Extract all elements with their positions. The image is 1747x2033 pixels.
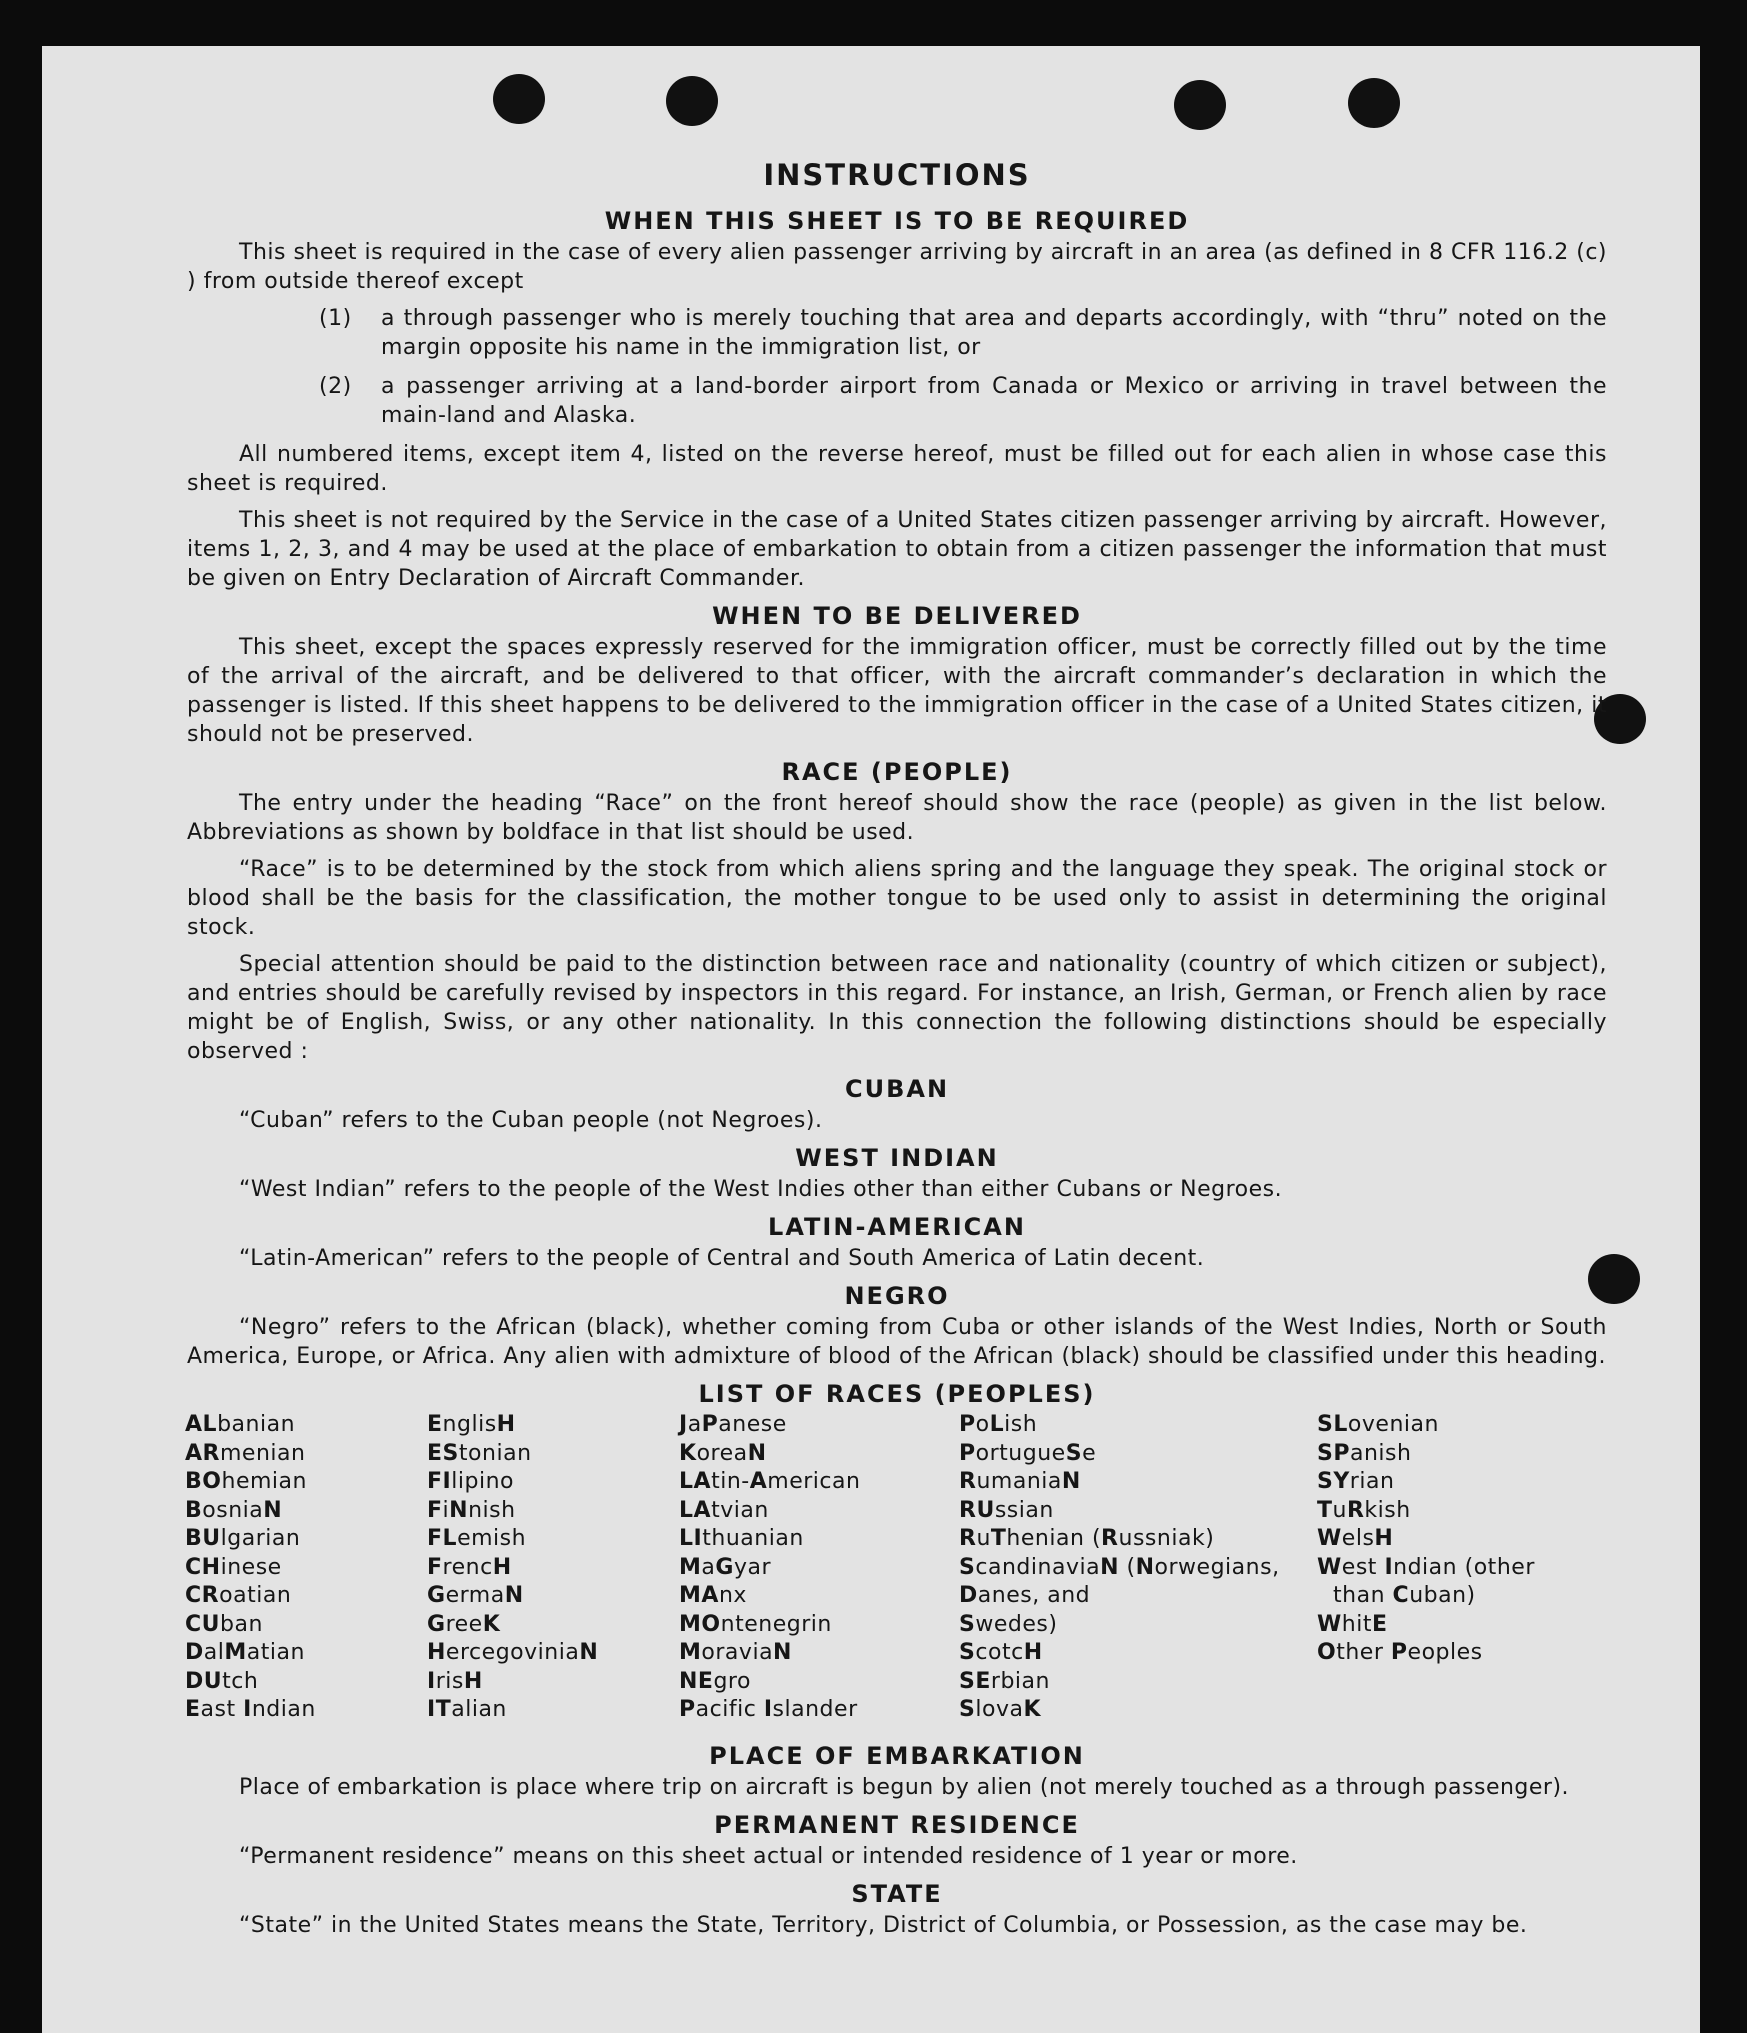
heading-list-of-races: LIST OF RACES (PEOPLES)	[698, 1380, 1096, 1408]
race-item: FIlipino	[427, 1469, 514, 1494]
heading-west-indian: WEST INDIAN	[795, 1144, 999, 1172]
race-item: CRoatian	[185, 1583, 292, 1608]
race-item: RuThenian (Russniak)	[959, 1526, 1215, 1551]
punch-hole	[1348, 78, 1400, 128]
race-column	[185, 1411, 316, 1725]
page-title: INSTRUCTIONS	[763, 158, 1031, 192]
race-column	[959, 1411, 1280, 1725]
race-item: LAtvian	[679, 1497, 769, 1523]
race-item: ALbanian	[185, 1412, 296, 1437]
race-item: ScotcH	[959, 1640, 1043, 1665]
race-item: FLemish	[427, 1526, 527, 1551]
race-item: PoLish	[959, 1412, 1038, 1437]
heading-cuban: CUBAN	[844, 1075, 950, 1103]
race-item: Swedes)	[959, 1611, 1058, 1637]
exception-text: a passenger arriving at a land-border airport from Canada or Mexico or arriving in travel between the main-land and Alaska.	[381, 374, 1607, 428]
race-paragraph: The entry under the heading “Race” on the front hereof should show the race (people) as given in the list below. Abbreviations as shown by boldface in that list should be used.	[187, 791, 1607, 845]
race-item: MaGyar	[679, 1554, 772, 1580]
race-column	[1317, 1411, 1535, 1668]
west-indian-paragraph: “West Indian” refers to the people of the West Indies other than either Cubans or Negroes.	[239, 1177, 1283, 1202]
race-item: than Cuban)	[1333, 1583, 1476, 1608]
race-item: RumaniaN	[959, 1469, 1081, 1494]
embarkation-paragraph: Place of embarkation is place where trip on aircraft is begun by alien (not merely touched as a through passenger).	[239, 1775, 1570, 1800]
race-item: ARmenian	[185, 1440, 306, 1466]
race-item: IrisH	[427, 1668, 483, 1694]
race-item: JaPanese	[679, 1412, 787, 1437]
race-item: DalMatian	[185, 1640, 305, 1665]
instructions-document	[187, 158, 1607, 1948]
race-item: Pacific Islander	[679, 1697, 858, 1722]
race-item: Danes, and	[959, 1583, 1091, 1608]
race-item: BOhemian	[185, 1469, 307, 1494]
race-item: Other Peoples	[1317, 1640, 1483, 1665]
race-item: HercegoviniaN	[427, 1640, 599, 1665]
exception-text: a through passenger who is merely touching that area and departs accordingly, with “thru” noted on the margin opposite his name in the immigration list, or	[381, 306, 1607, 360]
numbered-items-paragraph: All numbered items, except item 4, listed on the reverse hereof, must be filled out for each alien in whose case this sheet is required.	[187, 442, 1607, 496]
race-item: CUban	[185, 1611, 263, 1637]
race-item: BUlgarian	[185, 1526, 301, 1551]
heading-latin-american: LATIN-AMERICAN	[768, 1213, 1026, 1241]
cuban-paragraph: “Cuban” refers to the Cuban people (not Negroes).	[239, 1108, 823, 1133]
race-item: ITalian	[427, 1697, 507, 1722]
exception-item	[319, 372, 1607, 430]
delivered-paragraph: This sheet, except the spaces expressly reserved for the immigration officer, must be correctly filled out by the time of the arrival of the aircraft, and be delivered to that officer, with the aircraft commander’s declaration in which the passenger is listed. If this sheet happens to be delivered to the immigration officer in the case of a United States citizen, it should not be preserved.	[187, 635, 1607, 747]
race-item: EnglisH	[427, 1412, 516, 1437]
race-item: GreeK	[427, 1611, 501, 1637]
race-item: LAtin-American	[679, 1469, 861, 1494]
exception-number: (1)	[319, 306, 352, 331]
heading-state: STATE	[851, 1880, 943, 1908]
race-item: ScandinaviaN (Norwegians,	[959, 1554, 1280, 1580]
race-item: PortugueSe	[959, 1440, 1097, 1466]
punch-hole	[1174, 80, 1226, 130]
heading-place-of-embarkation: PLACE OF EMBARKATION	[709, 1742, 1085, 1770]
race-item: LIthuanian	[679, 1526, 804, 1551]
race-column	[679, 1411, 860, 1725]
heading-race: RACE (PEOPLE)	[781, 758, 1013, 786]
required-intro: This sheet is required in the case of every alien passenger arriving by aircraft in an area (as defined in 8 CFR 116.2 (c) ) from outside thereof except	[187, 240, 1607, 294]
race-item: SLovenian	[1317, 1412, 1439, 1437]
punch-hole	[493, 74, 545, 124]
race-item: NEgro	[679, 1668, 751, 1694]
punch-hole	[666, 76, 718, 126]
heading-permanent-residence: PERMANENT RESIDENCE	[714, 1811, 1080, 1839]
race-item: KoreaN	[679, 1440, 767, 1466]
race-item: MOntenegrin	[679, 1611, 832, 1637]
race-column	[427, 1411, 598, 1725]
citizen-paragraph: This sheet is not required by the Service in the case of a United States citizen passenger arriving by aircraft. However, items 1, 2, 3, and 4 may be used at the place of embarkation to obtain from a citizen passenger the information that must be given on Entry Declaration of Aircraft Commander.	[187, 508, 1607, 591]
race-item: SlovaK	[959, 1697, 1042, 1722]
state-paragraph: “State” in the United States means the State, Territory, District of Columbia, or Possession, as the case may be.	[239, 1913, 1528, 1938]
heading-negro: NEGRO	[844, 1282, 950, 1310]
race-item: SYrian	[1317, 1469, 1395, 1494]
race-paragraph: “Race” is to be determined by the stock from which aliens spring and the language they speak. The original stock or blood shall be the basis for the classification, the mother tongue to be used only to assist in determining the original stock.	[187, 857, 1607, 940]
race-item: CHinese	[185, 1554, 282, 1580]
race-list	[187, 1411, 1607, 1737]
race-item: GermaN	[427, 1583, 524, 1608]
race-item: SPanish	[1317, 1440, 1412, 1466]
heading-when-required: WHEN THIS SHEET IS TO BE REQUIRED	[604, 207, 1190, 235]
exception-item	[319, 304, 1607, 362]
race-item: East Indian	[185, 1697, 316, 1722]
residence-paragraph: “Permanent residence” means on this sheet actual or intended residence of 1 year or more.	[239, 1844, 1298, 1869]
exception-number: (2)	[319, 374, 352, 399]
race-item: BosniaN	[185, 1497, 283, 1523]
race-item: West Indian (other	[1317, 1554, 1535, 1580]
latin-american-paragraph: “Latin-American” refers to the people of Central and South America of Latin decent.	[239, 1246, 1205, 1271]
race-item: EStonian	[427, 1440, 532, 1466]
race-item: RUssian	[959, 1497, 1054, 1523]
heading-when-delivered: WHEN TO BE DELIVERED	[712, 602, 1082, 630]
race-item: MoraviaN	[679, 1640, 792, 1665]
race-item: WelsH	[1317, 1526, 1394, 1551]
race-item: TuRkish	[1317, 1497, 1411, 1523]
race-paragraph: Special attention should be paid to the distinction between race and nationality (country of which citizen or subject), and entries should be carefully revised by inspectors in this regard. For instance, an Irish, German, or French alien by race might be of English, Swiss, or any other nationality. In this connection the following distinctions should be especially observed :	[187, 952, 1607, 1064]
race-item: WhitE	[1317, 1611, 1388, 1637]
negro-paragraph: “Negro” refers to the African (black), whether coming from Cuba or other islands of the West Indies, North or South America, Europe, or Africa. Any alien with admixture of blood of the African (black) should be classified under this heading.	[187, 1315, 1607, 1369]
race-item: FiNnish	[427, 1497, 516, 1523]
race-item: SErbian	[959, 1668, 1050, 1694]
race-item: DUtch	[185, 1668, 259, 1694]
race-item: FrencH	[427, 1554, 512, 1580]
race-item: MAnx	[679, 1583, 747, 1608]
